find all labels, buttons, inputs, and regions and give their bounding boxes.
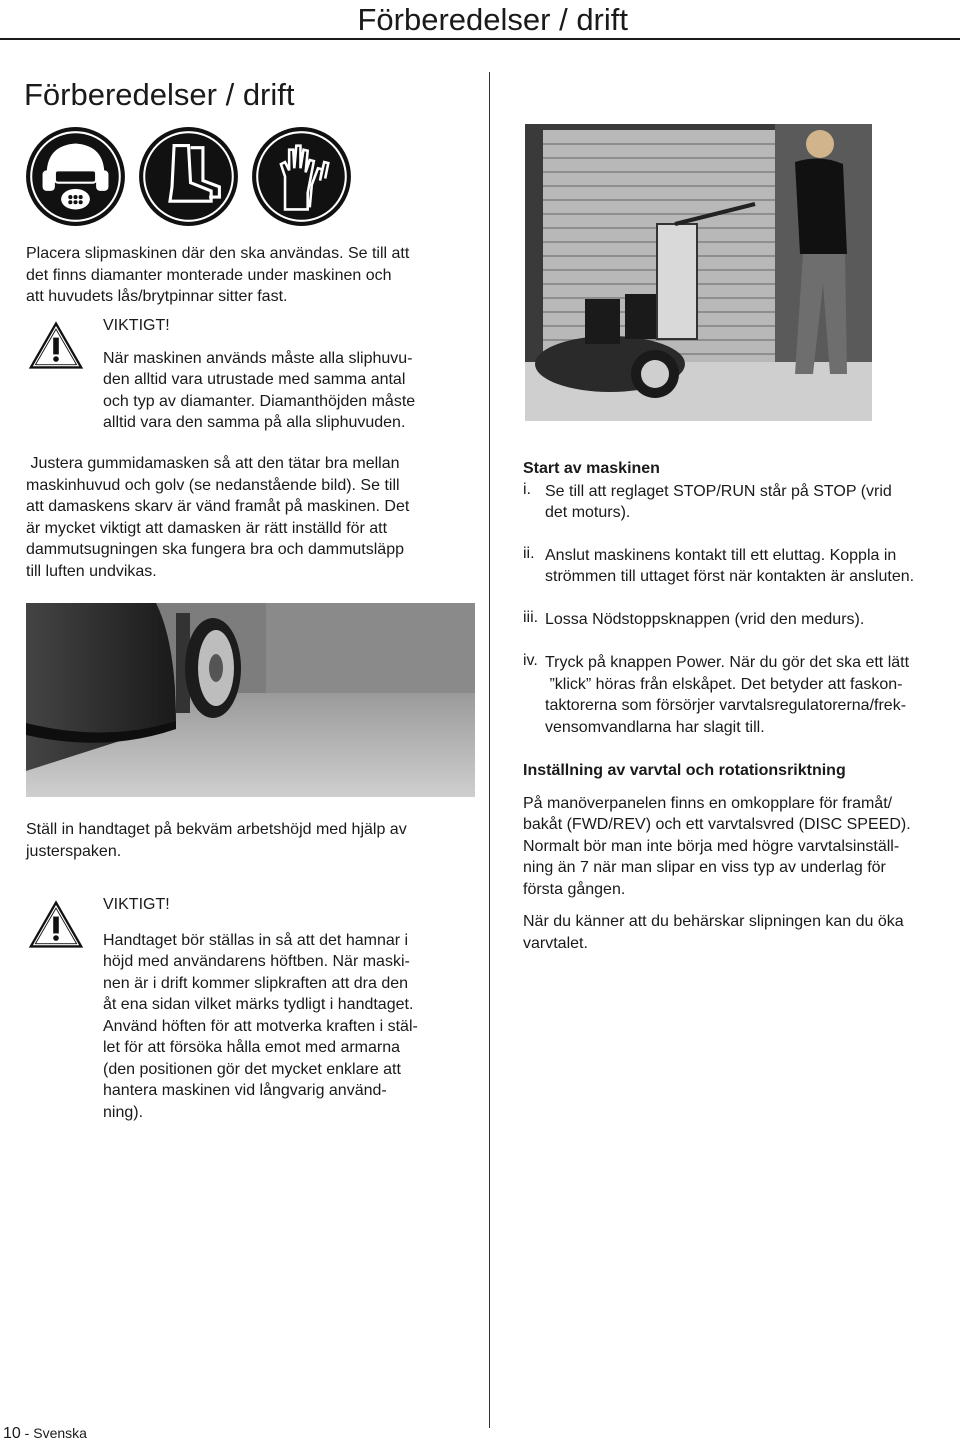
skirt-paragraph — [26, 453, 481, 582]
intro-text — [26, 243, 476, 308]
header-rule — [0, 38, 960, 40]
intro-line: Placera slipmaskinen där den ska användas. Se till att — [26, 245, 410, 262]
warning-triangle-icon — [28, 320, 84, 372]
warning-line: Handtaget bör ställas in så att det hamnar i — [103, 931, 409, 949]
paragraph-line: dammutsugningen ska fungera bra och dammutsläpp — [26, 541, 404, 558]
paragraph-line: varvtalet. — [523, 934, 588, 952]
paragraph-line: första gången. — [523, 880, 626, 898]
warning-line: den alltid vara utrustade med samma antal — [103, 371, 406, 388]
warning-line: ning). — [103, 1103, 144, 1121]
start-section — [523, 458, 960, 738]
list-line: Tryck på knappen Power. När du gör det ska ett lätt — [545, 654, 910, 671]
page-footer — [3, 1424, 87, 1443]
speed-section — [523, 760, 960, 954]
list-line: ”klick” höras från elskåpet. Det betyder att faskon- — [545, 675, 903, 693]
list-number: ii. — [523, 544, 535, 562]
paragraph-line: Normalt bör man inte börja med högre varvtalsinställ- — [523, 837, 900, 855]
warning-line: När maskinen används måste alla sliphuvu- — [103, 349, 413, 367]
paragraph-line: ning än 7 när man slipar en viss typ av underlag för — [523, 859, 886, 876]
intro-line: det finns diamanter monterade under maskinen och — [26, 266, 392, 284]
list-item — [523, 609, 960, 631]
operator-machine-photo — [525, 124, 872, 421]
intro-line: att huvudets lås/brytpinnar sitter fast. — [26, 288, 288, 305]
paragraph-line: till luften undvikas. — [26, 562, 157, 580]
paragraph-line: att damaskens skarv är vänd framåt på maskinen. Det — [26, 498, 410, 515]
list-line: vensomvandlarna har slagit till. — [545, 718, 765, 736]
list-line: Anslut maskinens kontakt till ett eluttag. Koppla in — [545, 546, 897, 564]
warning-line: let för att försöka hålla emot med armarna — [103, 1039, 401, 1056]
list-line: Lossa Nödstoppsknappen (vrid den medurs). — [545, 610, 865, 628]
column-divider — [489, 72, 490, 1428]
warning-line: Använd höften för att motverka kraften i stäl- — [103, 1017, 418, 1035]
boots-icon — [137, 125, 240, 228]
warning-2 — [103, 894, 483, 1123]
paragraph-line: När du känner att du behärskar slipningen kan du öka — [523, 913, 904, 930]
section-heading: Inställning av varvtal och rotationsriktning — [523, 762, 846, 779]
warning-title: VIKTIGT! — [103, 317, 170, 334]
page-number: 10 — [3, 1425, 21, 1442]
helmet-hearing-mask-icon — [24, 125, 127, 228]
paragraph-line: Ställ in handtaget på bekväm arbetshöjd med hjälp av — [26, 821, 407, 838]
paragraph-line: bakåt (FWD/REV) och ett varvtalsvred (DISC SPEED). — [523, 816, 911, 833]
list-item — [523, 545, 960, 588]
warning-line: (den positionen gör det mycket enklare att — [103, 1060, 401, 1078]
paragraph-line: är mycket viktigt att damasken är rätt inställd för att — [26, 519, 388, 537]
paragraph-line: justerspaken. — [26, 842, 122, 860]
page-title: Förberedelser / drift — [24, 77, 295, 112]
warning-line: hantera maskinen vid långvarig använd- — [103, 1082, 387, 1099]
footer-language: - Svenska — [20, 1425, 87, 1441]
warning-line: alltid vara den samma på alla sliphuvuden. — [103, 414, 406, 431]
list-line: det moturs). — [545, 504, 631, 521]
list-line: taktorerna som försörjer varvtalsregulatorerna/frek- — [545, 697, 907, 714]
warning-line: och typ av diamanter. Diamanthöjden måste — [103, 392, 416, 410]
section-heading: Start av maskinen — [523, 460, 660, 477]
warning-line: åt ena sidan vilket märks tydligt i handtaget. — [103, 996, 414, 1013]
machine-skirt-photo — [26, 603, 475, 797]
paragraph-line: maskinhuvud och golv (se nedanstående bild). Se till — [26, 476, 400, 494]
handle-paragraph — [26, 819, 481, 862]
list-line: Se till att reglaget STOP/RUN står på STOP (vrid — [545, 482, 892, 500]
list-item — [523, 481, 960, 524]
warning-line: nen är i drift kommer slipkraften att dra den — [103, 974, 409, 992]
list-number: i. — [523, 480, 531, 498]
list-number: iv. — [523, 652, 538, 669]
warning-1 — [103, 315, 483, 434]
warning-line: höjd med användarens höftben. När maski- — [103, 953, 410, 970]
warning-title: VIKTIGT! — [103, 896, 170, 913]
gloves-icon — [250, 125, 353, 228]
paragraph-line: Justera gummidamasken så att den tätar bra mellan — [26, 455, 400, 472]
warning-triangle-icon — [28, 899, 84, 951]
list-number: iii. — [523, 608, 539, 626]
header-title: Förberedelser / drift — [357, 2, 628, 37]
list-line: strömmen till uttaget först när kontakten är ansluten. — [545, 568, 915, 585]
paragraph-line: På manöverpanelen finns en omkopplare för framåt/ — [523, 794, 893, 812]
list-item — [523, 652, 960, 738]
